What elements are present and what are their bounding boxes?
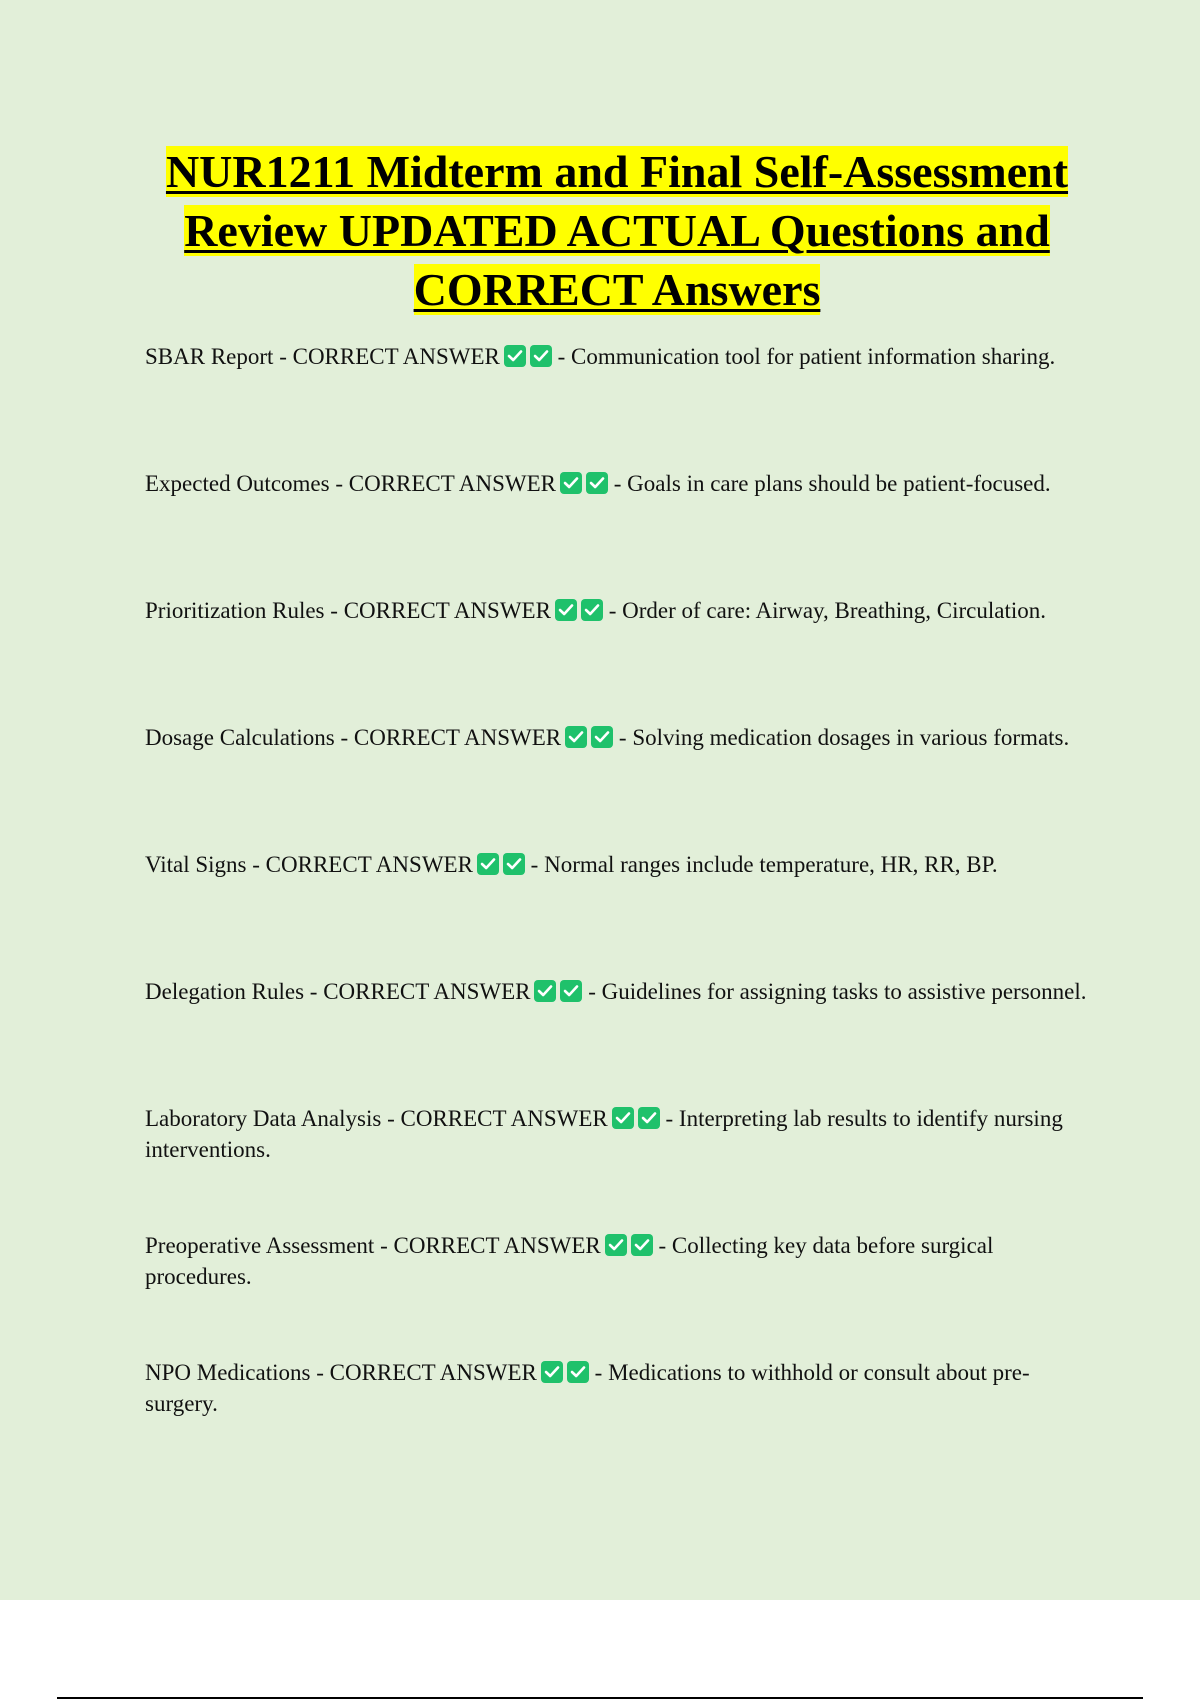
qa-term: Expected Outcomes [145, 471, 330, 496]
check-mark-icon [530, 345, 552, 367]
check-mark-icon [504, 345, 526, 367]
footer-divider [57, 1697, 1143, 1699]
correct-answer-label: CORRECT ANSWER [292, 344, 500, 369]
qa-item: Laboratory Data Analysis - CORRECT ANSWER - Interpreting lab results to identify nursing interventions. [145, 1106, 1063, 1162]
qa-item: Dosage Calculations - CORRECT ANSWER - Solving medication dosages in various formats. [145, 725, 1070, 750]
check-mark-icon [638, 1107, 660, 1129]
check-mark-icon [565, 726, 587, 748]
qa-term: Vital Signs [145, 852, 247, 877]
qa-answer: Solving medication dosages in various formats. [632, 725, 1070, 750]
qa-answer: Communication tool for patient information sharing. [571, 344, 1056, 369]
correct-answer-label: CORRECT ANSWER [265, 852, 473, 877]
qa-answer: Collecting key data before surgical procedures. [145, 1233, 994, 1289]
check-mark-icon [555, 599, 577, 621]
check-mark-icon [541, 1361, 563, 1383]
qa-term: Prioritization Rules [145, 598, 325, 623]
check-mark-icon [612, 1107, 634, 1129]
qa-term: Laboratory Data Analysis [145, 1106, 382, 1131]
check-mark-icon [567, 1361, 589, 1383]
document-title: NUR1211 Midterm and Final Self-Assessment Review UPDATED ACTUAL Questions and CORRECT Answers [165, 146, 1069, 315]
correct-answer-label: CORRECT ANSWER [323, 979, 531, 1004]
qa-answer: Medications to withhold or consult about pre-surgery. [145, 1360, 1030, 1416]
correct-answer-label: CORRECT ANSWER [329, 1360, 537, 1385]
qa-item: Delegation Rules - CORRECT ANSWER - Guidelines for assigning tasks to assistive personnel. [145, 979, 1087, 1004]
qa-list [145, 341, 1090, 1484]
qa-term: Dosage Calculations [145, 725, 335, 750]
correct-answer-label: CORRECT ANSWER [393, 1233, 601, 1258]
qa-item: Prioritization Rules - CORRECT ANSWER - Order of care: Airway, Breathing, Circulation. [145, 598, 1046, 623]
check-mark-icon [605, 1234, 627, 1256]
qa-answer: Normal ranges include temperature, HR, RR, BP. [544, 852, 998, 877]
check-mark-icon [581, 599, 603, 621]
title-block [130, 142, 1104, 319]
qa-term: Delegation Rules [145, 979, 305, 1004]
check-mark-icon [534, 980, 556, 1002]
qa-item: SBAR Report - CORRECT ANSWER - Communication tool for patient information sharing. [145, 344, 1056, 369]
check-mark-icon [586, 472, 608, 494]
qa-answer: Order of care: Airway, Breathing, Circulation. [622, 598, 1046, 623]
check-mark-icon [560, 472, 582, 494]
check-mark-icon [477, 853, 499, 875]
correct-answer-label: CORRECT ANSWER [343, 598, 551, 623]
qa-answer: Goals in care plans should be patient-focused. [627, 471, 1051, 496]
qa-item: Vital Signs - CORRECT ANSWER - Normal ranges include temperature, HR, RR, BP. [145, 852, 998, 877]
qa-term: NPO Medications [145, 1360, 311, 1385]
check-mark-icon [591, 726, 613, 748]
correct-answer-label: CORRECT ANSWER [400, 1106, 608, 1131]
qa-term: SBAR Report [145, 344, 274, 369]
qa-item: Expected Outcomes - CORRECT ANSWER - Goals in care plans should be patient-focused. [145, 471, 1051, 496]
correct-answer-label: CORRECT ANSWER [348, 471, 556, 496]
qa-term: Preoperative Assessment [145, 1233, 375, 1258]
qa-answer: Interpreting lab results to identify nursing interventions. [145, 1106, 1063, 1162]
qa-answer: Guidelines for assigning tasks to assistive personnel. [601, 979, 1087, 1004]
qa-item: NPO Medications - CORRECT ANSWER - Medications to withhold or consult about pre-surgery. [145, 1360, 1030, 1416]
check-mark-icon [503, 853, 525, 875]
correct-answer-label: CORRECT ANSWER [353, 725, 562, 750]
check-mark-icon [560, 980, 582, 1002]
check-mark-icon [631, 1234, 653, 1256]
qa-item: Preoperative Assessment - CORRECT ANSWER - Collecting key data before surgical procedures. [145, 1233, 994, 1289]
